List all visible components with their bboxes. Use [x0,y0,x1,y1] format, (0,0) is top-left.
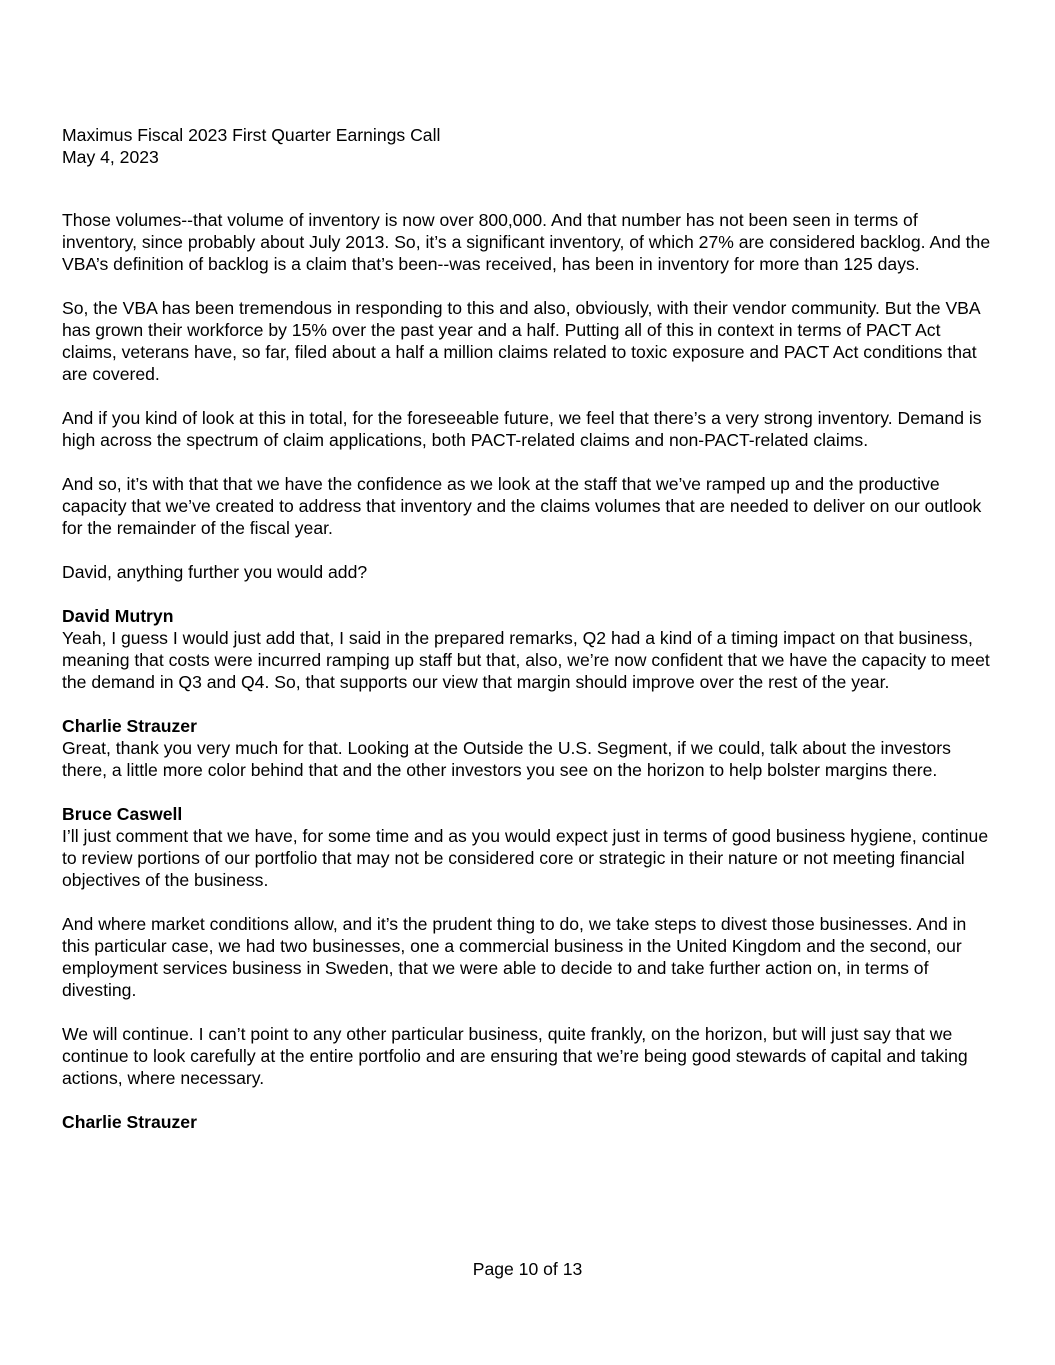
document-date: May 4, 2023 [62,147,159,167]
transcript-paragraph: And so, it’s with that that we have the confidence as we look at the staff that we’ve ramped up and the productive capacity that we’ve created to address that inventory and the claims volumes that are needed to deliver on our outlook for the remainder of the fiscal year. [62,474,982,538]
transcript-paragraph: Great, thank you very much for that. Looking at the Outside the U.S. Segment, if we could, talk about the investors there, a little more color behind that and the other investors you see on the horizon to help bolster margins there. [62,738,951,780]
document-header [62,124,997,168]
speaker-name: David Mutryn [62,606,174,626]
page-number: Page 10 of 13 [472,1259,583,1279]
transcript-paragraph: I’ll just comment that we have, for some time and as you would expect just in terms of good business hygiene, continue to review portions of our portfolio that may not be considered core or strategic in their nature or not meeting financial objectives of the business. [62,826,989,890]
transcript-body [62,209,997,1133]
speaker-turn [62,803,997,1089]
transcript-paragraph: And if you kind of look at this in total, for the foreseeable future, we feel that there’s a very strong inventory. Demand is high across the spectrum of claim applications, both PACT-related claims and non-PACT-related claims. [62,408,982,450]
transcript-paragraph: Those volumes--that volume of inventory is now over 800,000. And that number has not been seen in terms of inventory, since probably about July 2013. So, it’s a significant inventory, of which 27% are considered backlog. And the VBA’s definition of backlog is a claim that’s been--was received, has been in inventory for more than 125 days. [62,210,991,274]
speaker-turn [62,1111,997,1133]
transcript-paragraph: We will continue. I can’t point to any other particular business, quite frankly, on the horizon, but will just say that we continue to look carefully at the entire portfolio and are ensuring that we’re being good stewards of capital and taking actions, where necessary. [62,1024,968,1088]
transcript-paragraph: So, the VBA has been tremendous in responding to this and also, obviously, with their vendor community. But the VBA has grown their workforce by 15% over the past year and a half. Putting all of this in context in terms of PACT Act claims, veterans have, so far, filed about a half a million claims related to toxic exposure and PACT Act conditions that are covered. [62,298,980,384]
speaker-name: Charlie Strauzer [62,716,197,736]
transcript-paragraph: And where market conditions allow, and it’s the prudent thing to do, we take steps to divest those businesses. And in this particular case, we had two businesses, one a commercial business in the United Kingdom and the second, our employment services business in Sweden, that we were able to decide to and take further action on, in terms of divesting. [62,914,967,1000]
transcript-paragraph: David, anything further you would add? [62,562,368,582]
page-content [62,124,997,1155]
speaker-name: Charlie Strauzer [62,1112,197,1132]
speaker-name: Bruce Caswell [62,804,183,824]
speaker-turn [62,715,997,781]
transcript-paragraph: Yeah, I guess I would just add that, I said in the prepared remarks, Q2 had a kind of a timing impact on that business, meaning that costs were incurred ramping up staff but that, also, we’re now confident that we have the capacity to meet the demand in Q3 and Q4. So, that supports our view that margin should improve over the rest of the year. [62,628,990,692]
document-title: Maximus Fiscal 2023 First Quarter Earnings Call [62,125,441,145]
speaker-turn [62,605,997,693]
